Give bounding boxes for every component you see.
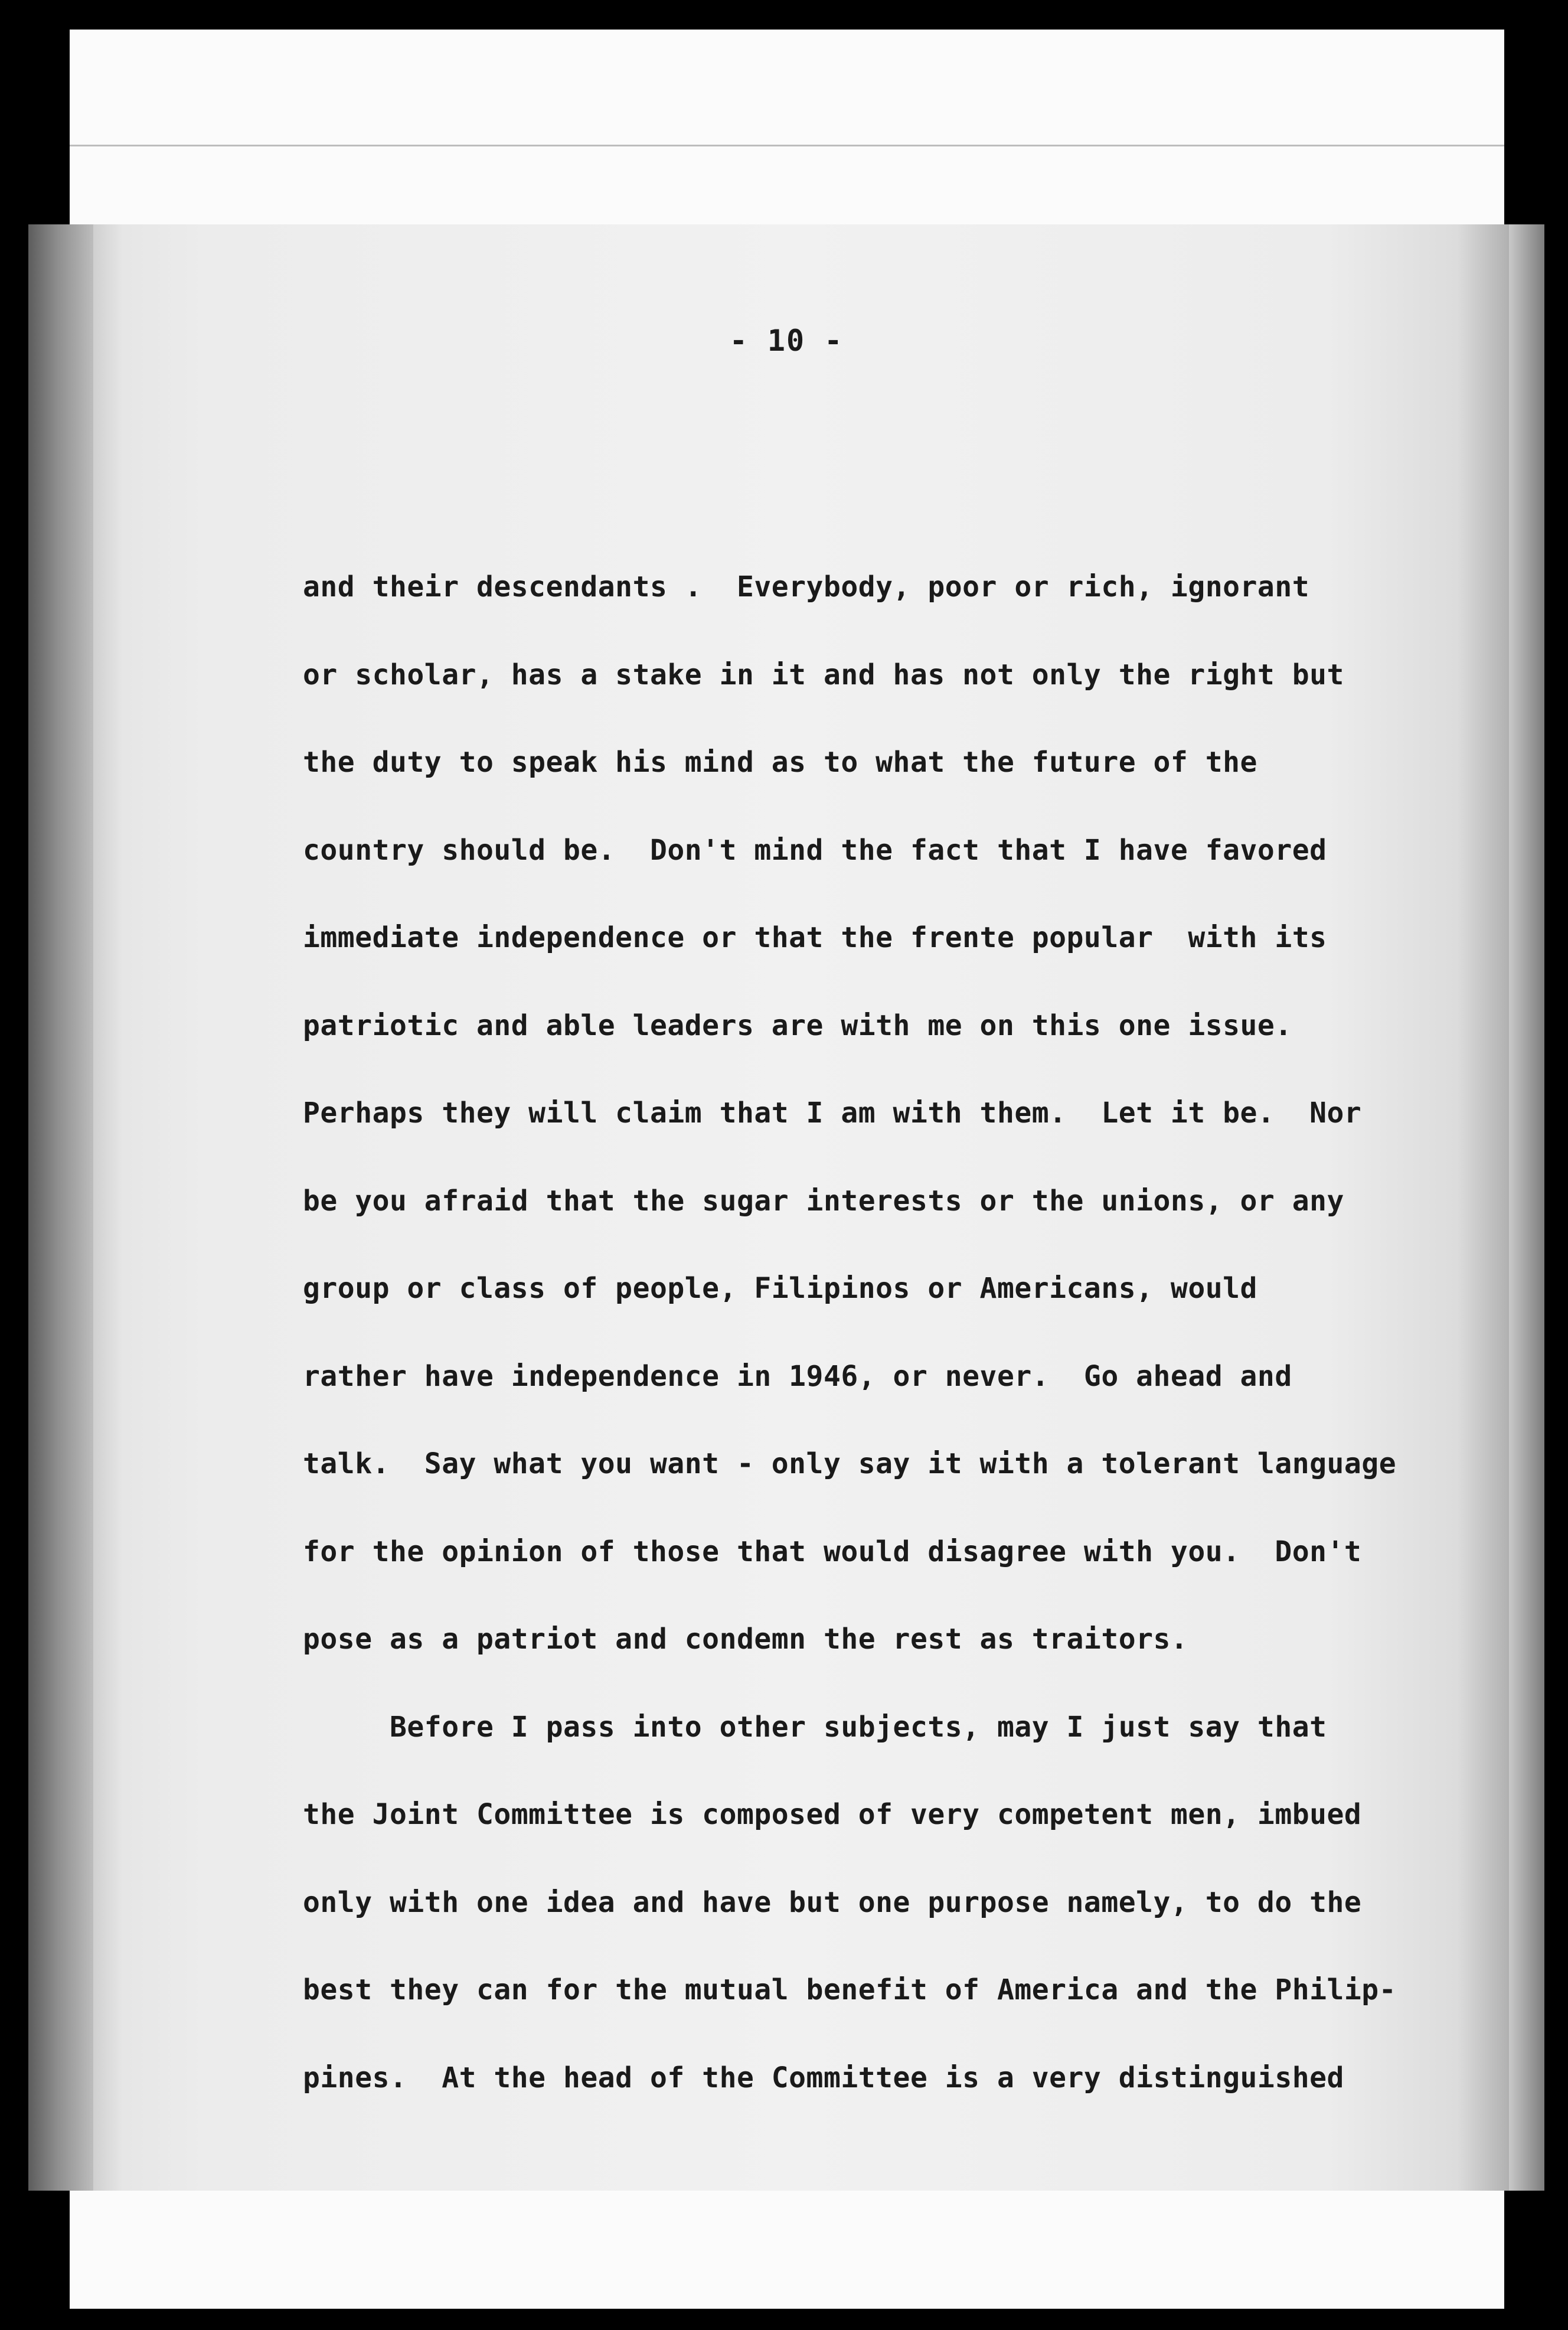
body-text	[303, 543, 1484, 2122]
text-line: group or class of people, Filipinos or Americans, would	[303, 1272, 1257, 1305]
left-shadow-edge	[28, 224, 93, 2191]
text-line: be you afraid that the sugar interests or the unions, or any	[303, 1184, 1344, 1218]
text-line: the duty to speak his mind as to what the future of the	[303, 746, 1257, 779]
text-line: country should be. Don't mind the fact that I have favored	[303, 833, 1327, 867]
text-line: pines. At the head of the Committee is a very distinguished	[303, 2061, 1344, 2094]
right-shadow-edge	[1509, 224, 1544, 2191]
text-line: rather have independence in 1946, or never. Go ahead and	[303, 1359, 1292, 1393]
text-line: immediate independence or that the frente popular with its	[303, 921, 1327, 954]
page-number: - 10 -	[729, 324, 844, 358]
text-line: or scholar, has a stake in it and has not only the right but	[303, 658, 1344, 691]
text-line: Before I pass into other subjects, may I just say that	[303, 1710, 1327, 1744]
text-line: for the opinion of those that would disagree with you. Don't	[303, 1535, 1362, 1568]
text-line: the Joint Committee is composed of very competent men, imbued	[303, 1798, 1362, 1831]
text-line: Perhaps they will claim that I am with them. Let it be. Nor	[303, 1097, 1362, 1130]
text-line: talk. Say what you want - only say it with a tolerant language	[303, 1447, 1397, 1480]
text-line: only with one idea and have but one purpose namely, to do the	[303, 1885, 1362, 1919]
text-line: best they can for the mutual benefit of America and the Philip-	[303, 1973, 1397, 2006]
text-line: pose as a patriot and condemn the rest as traitors.	[303, 1623, 1188, 1656]
sheet-crease	[70, 145, 1504, 146]
text-line: patriotic and able leaders are with me on this one issue.	[303, 1009, 1292, 1042]
typewritten-page	[28, 224, 1544, 2191]
text-line: and their descendants . Everybody, poor or rich, ignorant	[303, 570, 1310, 603]
